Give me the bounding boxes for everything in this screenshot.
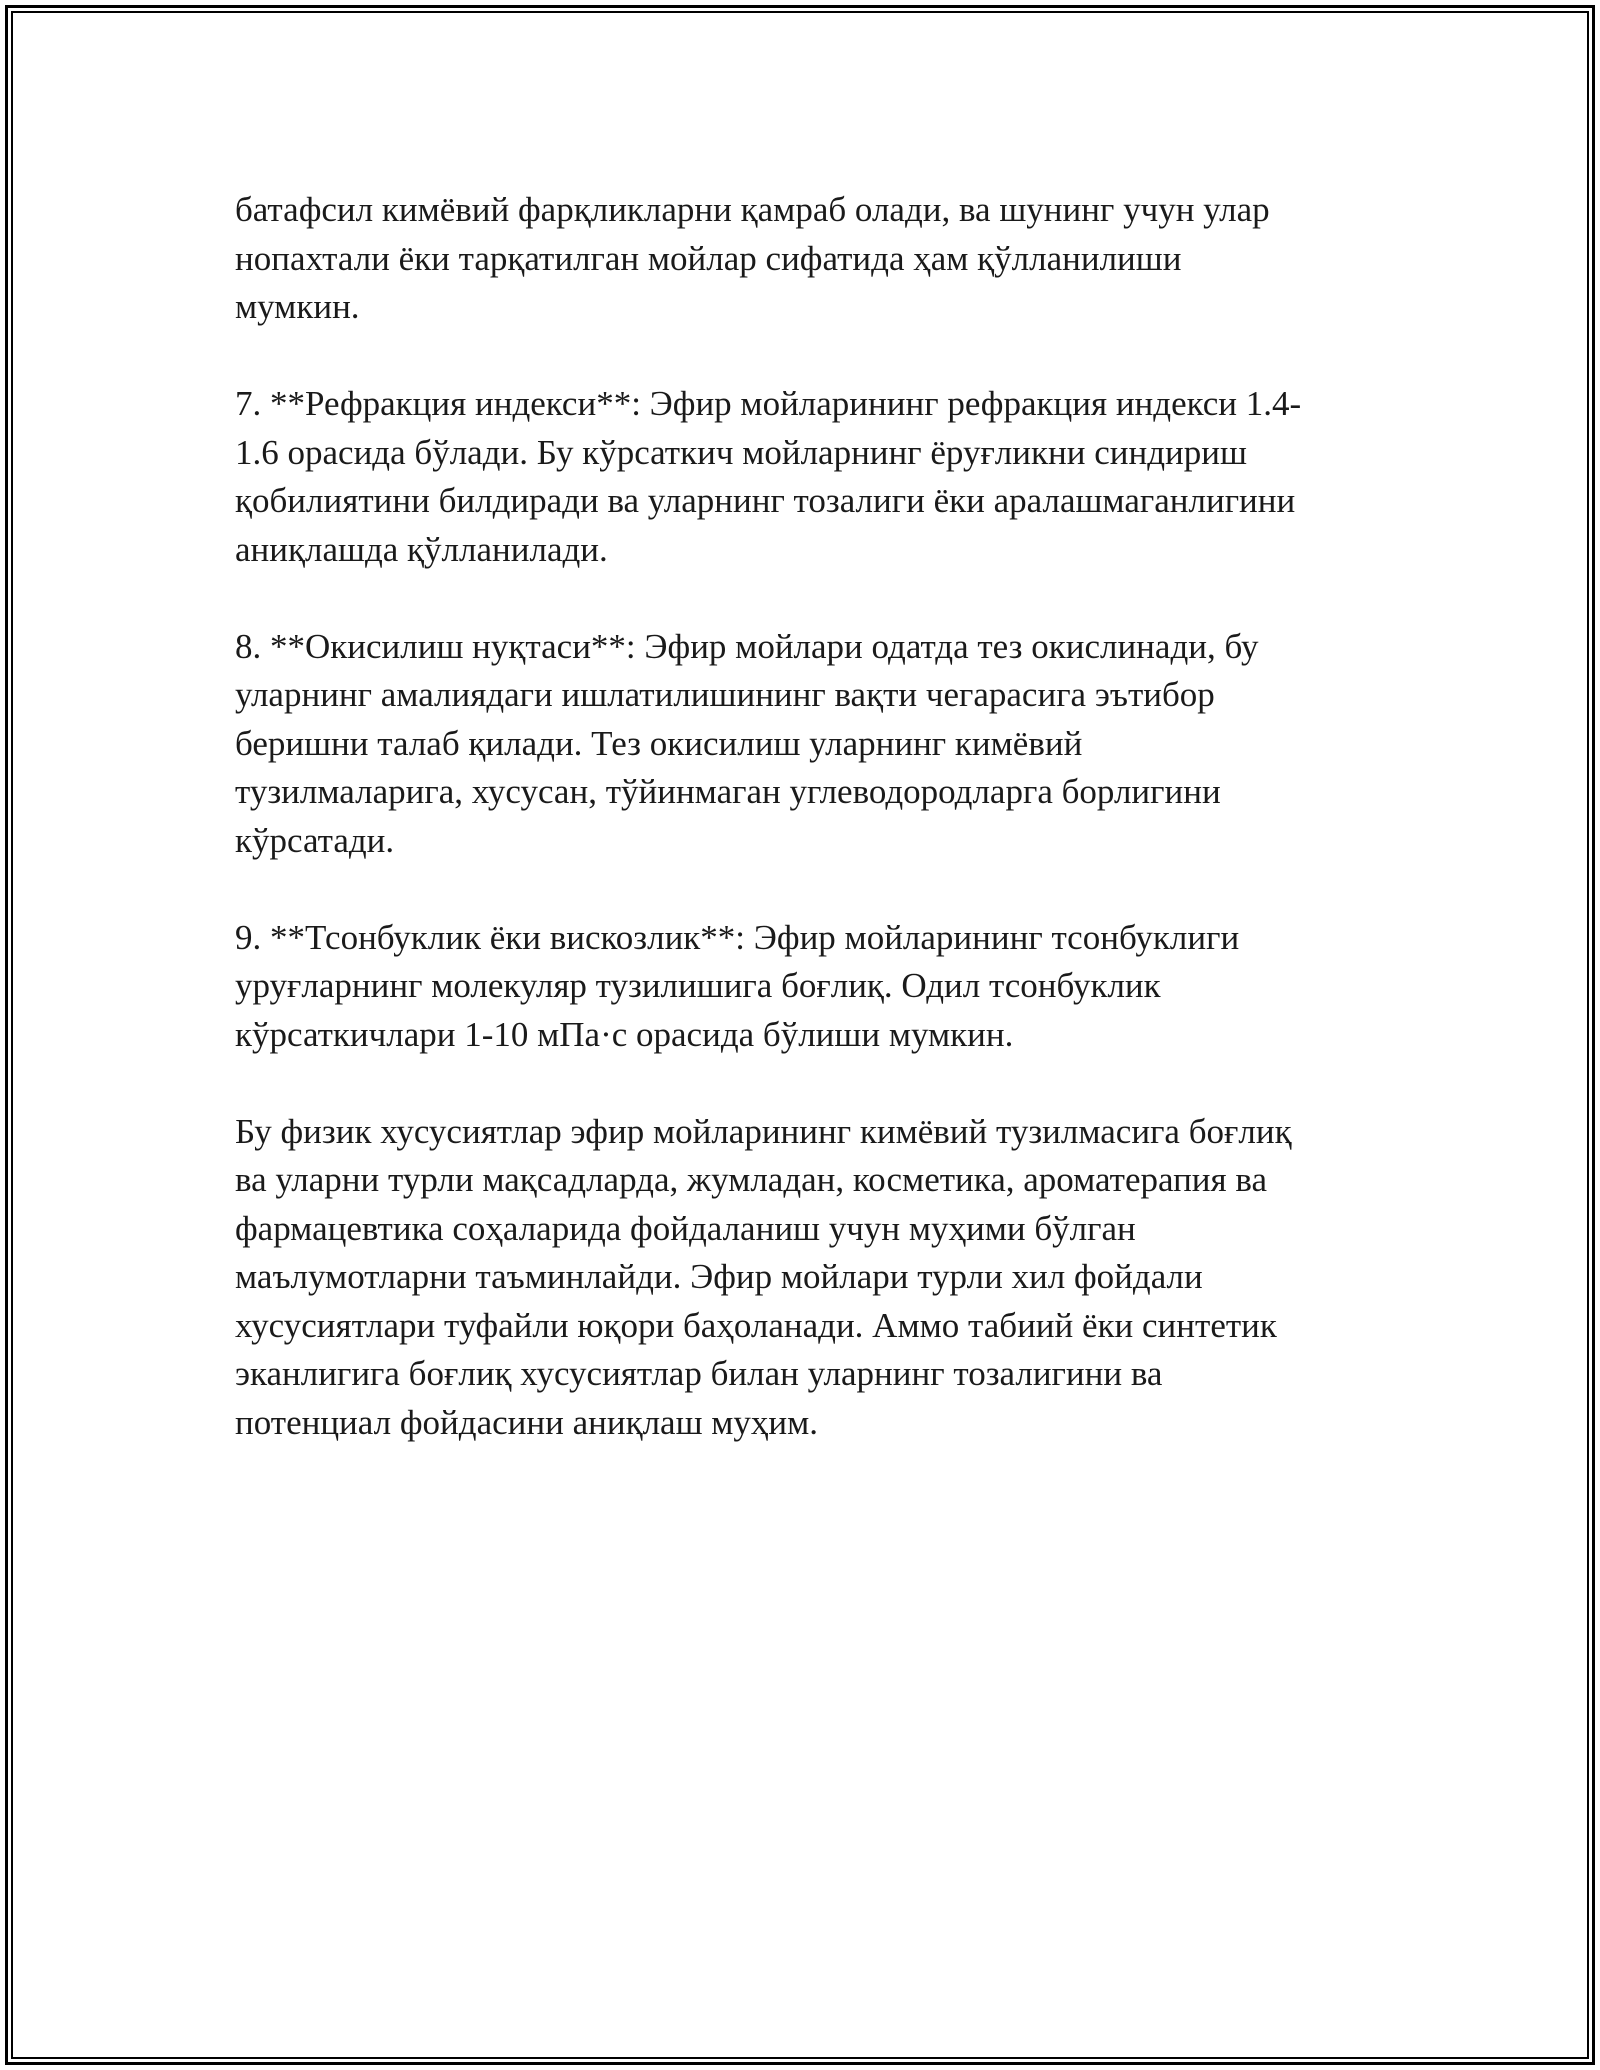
text-line: 1.6 орасида бўлади. Бу кўрсаткич мойларнинг ёруғликни синдириш	[235, 432, 1247, 472]
paragraph-continuation	[235, 186, 1365, 332]
text-line: тузилмаларига, хусусан, тўйинмаган углеводородларга борлигини	[235, 772, 1221, 811]
text-line: кўрсаткичлари 1-10 мПа·с орасида бўлиши мумкин.	[235, 1014, 1014, 1054]
text-line: потенциал фойдасини аниқлаш муҳим.	[235, 1402, 819, 1442]
text-line: беришни талаб қилади. Тез окисилиш уларнинг кимёвий	[235, 723, 1083, 763]
text-line: қобилиятини билдиради ва уларнинг тозалиги ёки аралашмаганлигини	[235, 481, 1296, 520]
paragraph-item-9-viscosity	[235, 914, 1365, 1060]
text-line: фармацевтика соҳаларида фойдаланиш учун муҳими бўлган	[235, 1208, 1136, 1248]
text-line: батафсил кимёвий фарқликларни қамраб олади, ва шунинг учун улар	[235, 190, 1270, 229]
text-line: аниқлашда қўлланилади.	[235, 529, 608, 569]
document-body	[235, 186, 1365, 1496]
text-line: 7. **Рефракция индекси**: Эфир мойларининг рефракция индекси 1.4-	[235, 384, 1302, 423]
paragraph-conclusion	[235, 1108, 1365, 1448]
text-line: маълумотларни таъминлайди. Эфир мойлари турли хил фойдали	[235, 1257, 1203, 1296]
text-line: 9. **Тсонбуклик ёки вискозлик**: Эфир мойларининг тсонбуклиги	[235, 917, 1240, 957]
text-line: кўрсатади.	[235, 820, 395, 860]
text-line: 8. **Окисилиш нуқтаси**: Эфир мойлари одатда тез окислинади, бу	[235, 626, 1259, 666]
text-line: нопахтали ёки тарқатилган мойлар сифатида ҳам қўлланилиши	[235, 238, 1182, 278]
text-line: уларнинг амалиядаги ишлатилишининг вақти чегарасига эътибор	[235, 675, 1215, 714]
paragraph-item-7-refraction-index	[235, 380, 1365, 574]
paragraph-item-8-oxidation-point	[235, 623, 1365, 866]
text-line: эканлигига боғлиқ хусусиятлар билан уларнинг тозалигини ва	[235, 1354, 1163, 1393]
text-line: хусусиятлари туфайли юқори баҳоланади. Аммо табиий ёки синтетик	[235, 1305, 1277, 1345]
text-line: уруғларнинг молекуляр тузилишига боғлиқ. Одил тсонбуклик	[235, 966, 1161, 1005]
text-line: ва уларни турли мақсадларда, жумладан, косметика, ароматерапия ва	[235, 1160, 1267, 1199]
text-line: мумкин.	[235, 287, 360, 326]
text-line: Бу физик хусусиятлар эфир мойларининг кимёвий тузилмасига боғлиқ	[235, 1111, 1292, 1151]
